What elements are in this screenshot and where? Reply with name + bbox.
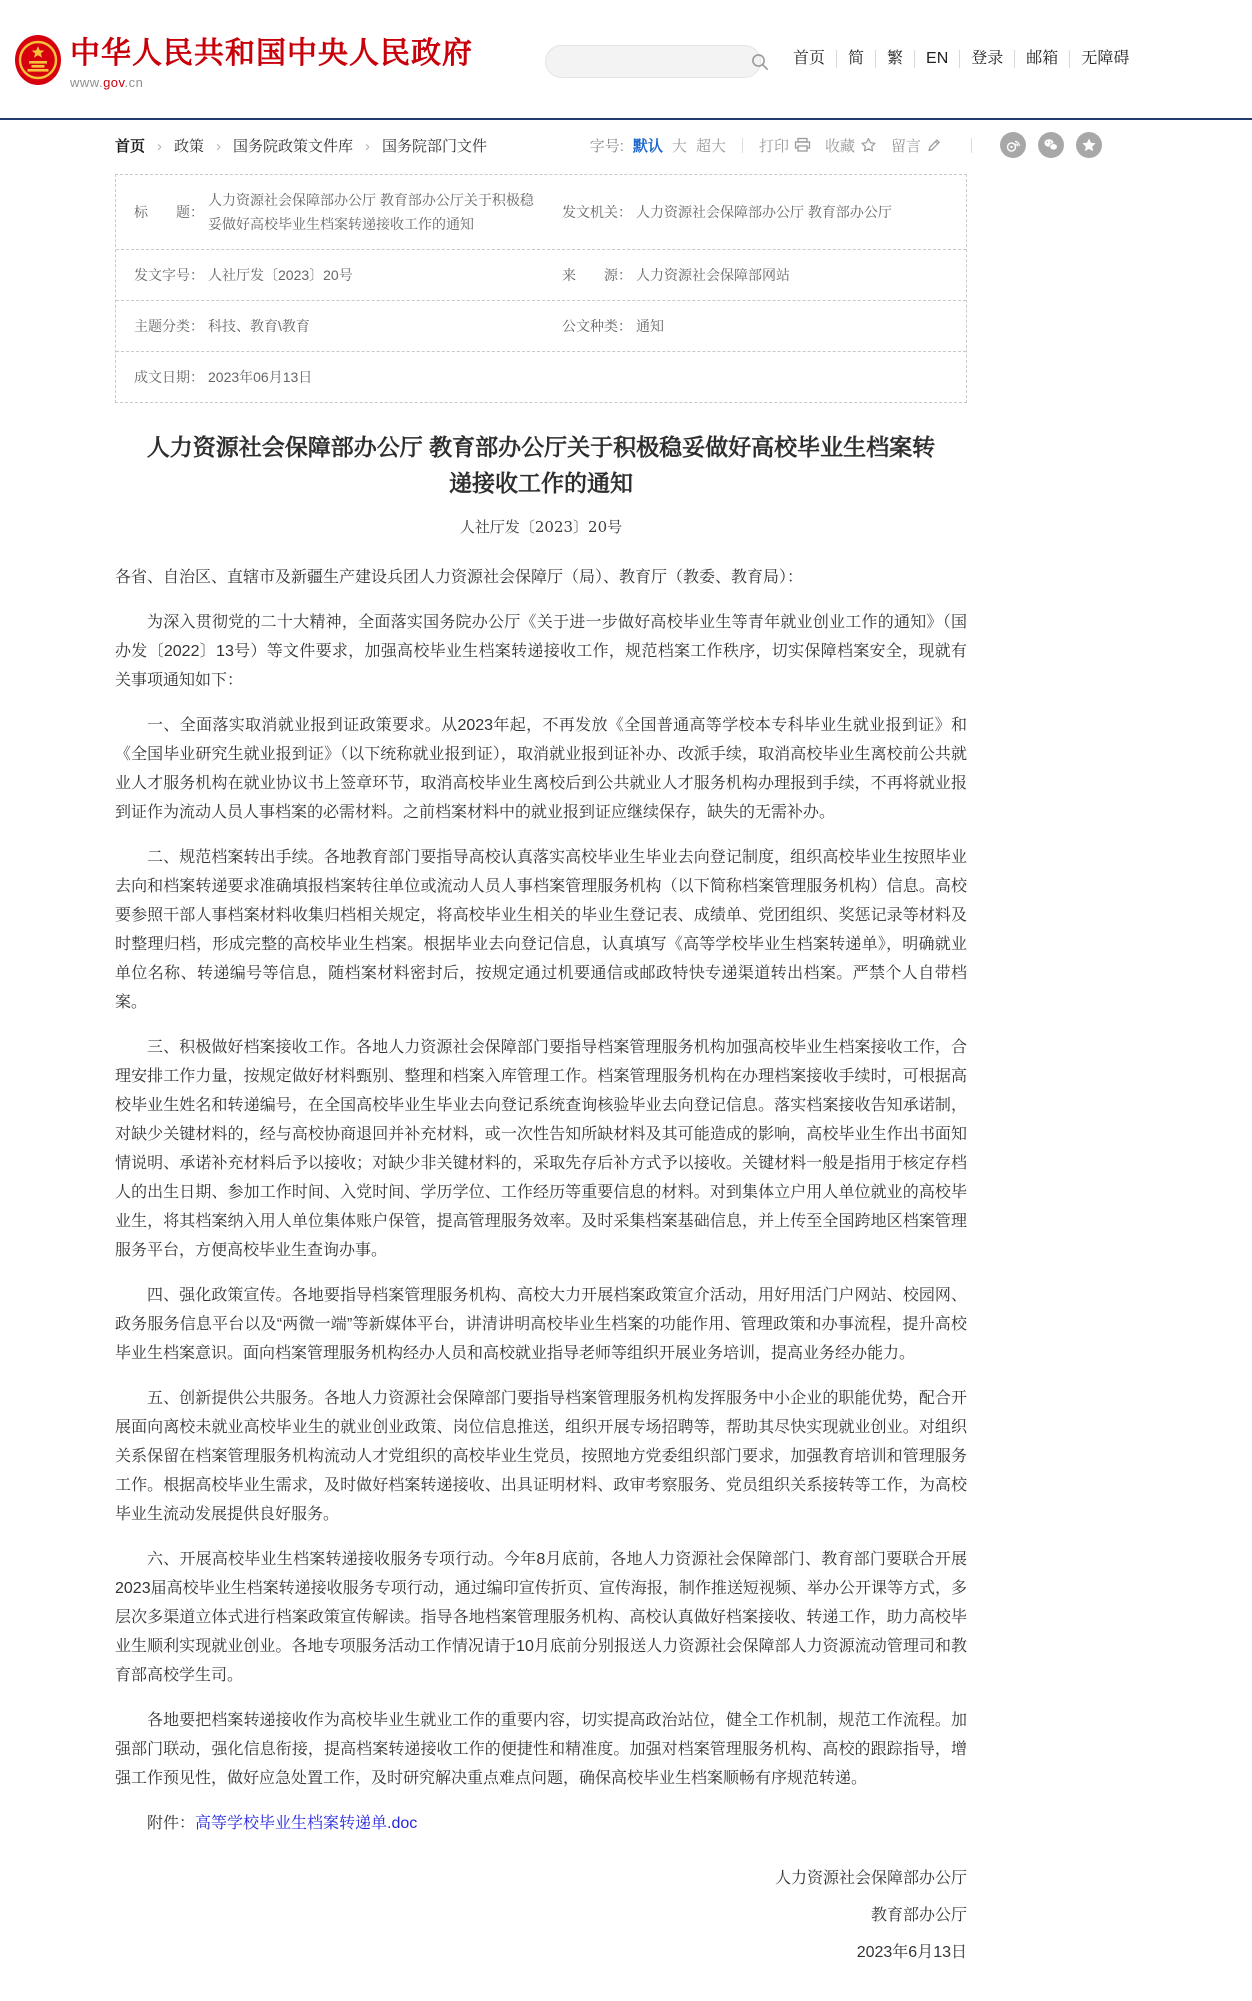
meta-topic-label: 主题分类： xyxy=(134,318,204,334)
site-url xyxy=(70,75,473,90)
search-input[interactable] xyxy=(546,46,751,77)
paragraph: 四、强化政策宣传。各地要指导档案管理服务机构、高校大力开展档案政策宣介活动，用好用活门户网站、校园网、政务服务信息平台以及“两微一端”等新媒体平台，讲清讲明高校毕业生档案的功能作用、管理政策和办事流程，提升高校毕业生档案意识。面向档案管理服务机构经办人员和高校就业指导老师等组织开展业务培训，提高业务经办能力。 xyxy=(115,1287,967,1362)
site-logo[interactable] xyxy=(14,34,473,90)
paragraph: 一、全面落实取消就业报到证政策要求。从2023年起，不再发放《全国普通高等学校本专科毕业生就业报到证》和《全国毕业研究生就业报到证》（以下统称就业报到证），取消就业报到证补办、改派手续，取消高校毕业生离校前公共就业人才服务机构在就业协议书上签章环节，取消高校毕业生离校后到公共就业人才服务机构办理报到手续，不再将就业报到证作为流动人员人事档案的必需材料。之前档案材料中的就业报到证应继续保存，缺失的无需补办。 xyxy=(115,717,967,821)
nav-simplified[interactable]: 简 xyxy=(836,50,875,68)
signature-org-1: 人力资源社会保障部办公厅 xyxy=(774,1870,967,1887)
nav-english[interactable]: EN xyxy=(914,50,959,68)
favorite-label: 收藏 xyxy=(824,137,855,155)
paragraph: 二、规范档案转出手续。各地教育部门要指导高校认真落实高校毕业生毕业去向登记制度，组织高校毕业生按照毕业去向和档案转递要求准确填报档案转往单位或流动人员人事档案管理服务机构（以下简称档案管理服务机构）信息。高校要参照干部人事档案材料收集归档相关规定，将高校毕业生相关的毕业生登记表、成绩单、党团组织、奖惩记录等材料及时整理归档，形成完整的高校毕业生档案。根据毕业去向登记信息，认真填写《高等学校毕业生档案转递单》，明确就业单位名称、转递编号等信息，随档案材料密封后，按规定通过机要通信或邮政特快专递渠道转出档案。严禁个人自带档案。 xyxy=(115,849,967,1011)
meta-cell-date xyxy=(116,352,966,402)
font-size-large[interactable]: 大 xyxy=(671,137,687,155)
site-url-www: www. xyxy=(70,75,104,90)
meta-row-title xyxy=(116,175,966,249)
toolbar-divider xyxy=(742,138,743,153)
meta-issuer-label: 发文机关： xyxy=(562,204,632,220)
national-emblem-icon xyxy=(14,34,62,86)
toolbar-divider xyxy=(971,138,972,153)
meta-cell-type xyxy=(544,301,966,351)
meta-cell-title xyxy=(116,175,544,249)
weibo-icon xyxy=(1005,137,1021,153)
print-label: 打印 xyxy=(758,137,789,155)
font-size-label: 字号: xyxy=(589,137,624,155)
star-icon xyxy=(860,137,877,153)
document-meta-table xyxy=(115,174,967,403)
attachment-line xyxy=(115,1809,967,1838)
meta-row-topic xyxy=(116,300,966,351)
printer-icon xyxy=(794,137,811,153)
comment-label: 留言 xyxy=(890,137,921,155)
site-url-cn: .cn xyxy=(124,75,144,90)
nav-home[interactable]: 首页 xyxy=(793,50,826,67)
meta-title-value: 人力资源社会保障部办公厅 教育部办公厅关于积极稳妥做好高校毕业生档案转递接收工作的通知 xyxy=(208,192,534,232)
article xyxy=(115,429,967,2001)
breadcrumb-dept-documents[interactable]: › 国务院部门文件 xyxy=(353,135,487,156)
paragraph: 各地要把档案转递接收作为高校毕业生就业工作的重要内容，切实提高政治站位，健全工作机制，规范工作流程。加强部门联动，强化信息衔接，提高档案转递接收工作的便捷性和精准度。加强对档案管理服务机构、高校的跟踪指导，增强工作预见性，做好应急处置工作，及时研究解决重点难点问题，确保高校毕业生档案顺畅有序规范转递。 xyxy=(115,1712,967,1787)
meta-date-label: 成文日期： xyxy=(134,369,204,385)
search-icon[interactable] xyxy=(751,53,769,71)
meta-row-number xyxy=(116,249,966,300)
meta-row-date xyxy=(116,351,966,402)
meta-type-label: 公文种类： xyxy=(562,318,632,334)
favorite-button[interactable] xyxy=(825,135,877,156)
breadcrumb xyxy=(115,135,487,156)
attachment-link[interactable]: 高等学校毕业生档案转递单.doc xyxy=(195,1815,418,1832)
site-url-gov: gov xyxy=(103,75,125,90)
meta-topic-value: 科技、教育\教育 xyxy=(208,318,310,334)
font-size-default[interactable]: 默认 xyxy=(632,137,663,155)
meta-cell-source xyxy=(544,250,966,300)
search-box xyxy=(545,45,761,78)
site-header xyxy=(0,0,1252,120)
font-size-xlarge[interactable]: 超大 xyxy=(695,137,726,155)
print-button[interactable] xyxy=(759,135,811,156)
comment-button[interactable] xyxy=(891,135,941,156)
breadcrumb-home[interactable]: 首页 xyxy=(115,137,146,155)
meta-source-label: 来 源： xyxy=(562,267,632,283)
meta-cell-number xyxy=(116,250,544,300)
wechat-share-button[interactable] xyxy=(1038,132,1064,158)
meta-cell-issuer xyxy=(544,175,966,249)
meta-date-value: 2023年06月13日 xyxy=(208,369,313,385)
paragraph: 三、积极做好档案接收工作。各地人力资源社会保障部门要指导档案管理服务机构加强高校毕业生档案接收工作，合理安排工作力量，按规定做好材料甄别、整理和档案入库管理工作。档案管理服务机构在办理档案接收手续时，可根据高校毕业生姓名和转递编号，在全国高校毕业生毕业去向登记系统查询核验毕业去向登记信息。落实档案接收告知承诺制，对缺少关键材料的，经与高校协商退回并补充材料，或一次性告知所缺材料及其可能造成的影响，高校毕业生作出书面知情说明、承诺补充材料后予以接收；对缺少非关键材料的，采取先存后补方式予以接收。关键材料一般是指用于核定存档人的出生日期、参加工作时间、入党时间、学历学位、工作经历等重要信息的材料。对到集体立户用人单位就业的高校毕业生，将其档案纳入用人单位集体账户保管，提高管理服务效率。及时采集档案基础信息，并上传至全国跨地区档案管理服务平台，方便高校毕业生查询办事。 xyxy=(115,1039,967,1259)
article-body xyxy=(115,563,967,2001)
meta-number-label: 发文字号： xyxy=(134,267,204,283)
meta-cell-topic xyxy=(116,301,544,351)
paragraph: 为深入贯彻党的二十大精神，全面落实国务院办公厅《关于进一步做好高校毕业生等青年就业创业工作的通知》（国办发〔2022〕13号）等文件要求，加强高校毕业生档案转递接收工作，规范档案工作秩序，切实保障档案安全，现就有关事项通知如下： xyxy=(115,614,967,689)
qzone-star-icon xyxy=(1081,137,1097,153)
attachment-label: 附件： xyxy=(147,1815,196,1832)
pencil-icon xyxy=(926,137,941,153)
meta-type-value: 通知 xyxy=(636,318,664,334)
breadcrumb-toolbar-row xyxy=(115,130,1102,160)
meta-title-label: 标 题： xyxy=(134,204,204,220)
wechat-icon xyxy=(1043,137,1059,153)
top-nav xyxy=(782,50,1140,68)
nav-login[interactable]: 登录 xyxy=(959,50,1014,68)
qzone-share-button[interactable] xyxy=(1076,132,1102,158)
article-title: 人力资源社会保障部办公厅 教育部办公厅关于积极稳妥做好高校毕业生档案转递接收工作的通知 xyxy=(146,434,936,496)
breadcrumb-policy-library[interactable]: › 国务院政策文件库 xyxy=(204,135,353,156)
nav-traditional[interactable]: 繁 xyxy=(875,50,914,68)
weibo-share-button[interactable] xyxy=(1000,132,1026,158)
article-doc-number: 人社厅发〔2023〕20号 xyxy=(459,518,623,536)
nav-accessibility[interactable]: 无障碍 xyxy=(1069,50,1140,68)
breadcrumb-policy[interactable]: › 政策 xyxy=(145,135,204,156)
nav-mail[interactable]: 邮箱 xyxy=(1014,50,1069,68)
page-toolbar xyxy=(590,132,1102,158)
site-title: 中华人民共和国中央人民政府 xyxy=(70,37,473,70)
paragraph: 六、开展高校毕业生档案转递接收服务专项行动。今年8月底前，各地人力资源社会保障部门、教育部门要联合开展2023届高校毕业生档案转递接收服务专项行动，通过编印宣传折页、宣传海报，制作推送短视频、举办公开课等方式，多层次多渠道立体式进行档案政策宣传解读。指导各地档案管理服务机构、高校认真做好档案接收、转递工作，助力高校毕业生顺利实现就业创业。各地专项服务活动工作情况请于10月底前分别报送人力资源社会保障部人力资源流动管理司和教育部高校学生司。 xyxy=(115,1551,967,1684)
salutation: 各省、自治区、直辖市及新疆生产建设兵团人力资源社会保障厅（局）、教育厅（教委、教育局）： xyxy=(115,569,804,586)
meta-issuer-value: 人力资源社会保障部办公厅 教育部办公厅 xyxy=(636,204,892,220)
share-group xyxy=(988,132,1102,158)
meta-number-value: 人社厅发〔2023〕20号 xyxy=(208,267,353,283)
signature-date: 2023年6月13日 xyxy=(856,1944,967,1961)
signature-org-2: 教育部办公厅 xyxy=(870,1907,967,1924)
paragraph: 五、创新提供公共服务。各地人力资源社会保障部门要指导档案管理服务机构发挥服务中小企业的职能优势，配合开展面向离校未就业高校毕业生的就业创业政策、岗位信息推送，组织开展专场招聘等，帮助其尽快实现就业创业。对组织关系保留在档案管理服务机构流动人才党组织的高校毕业生党员，按照地方党委组织部门要求，加强教育培训和管理服务工作。根据高校毕业生需求，及时做好档案转递接收、出具证明材料、政审考察服务、党员组织关系接转等工作，为高校毕业生流动发展提供良好服务。 xyxy=(115,1390,967,1523)
signature-block xyxy=(115,1860,967,2001)
meta-source-value: 人力资源社会保障部网站 xyxy=(636,267,790,283)
